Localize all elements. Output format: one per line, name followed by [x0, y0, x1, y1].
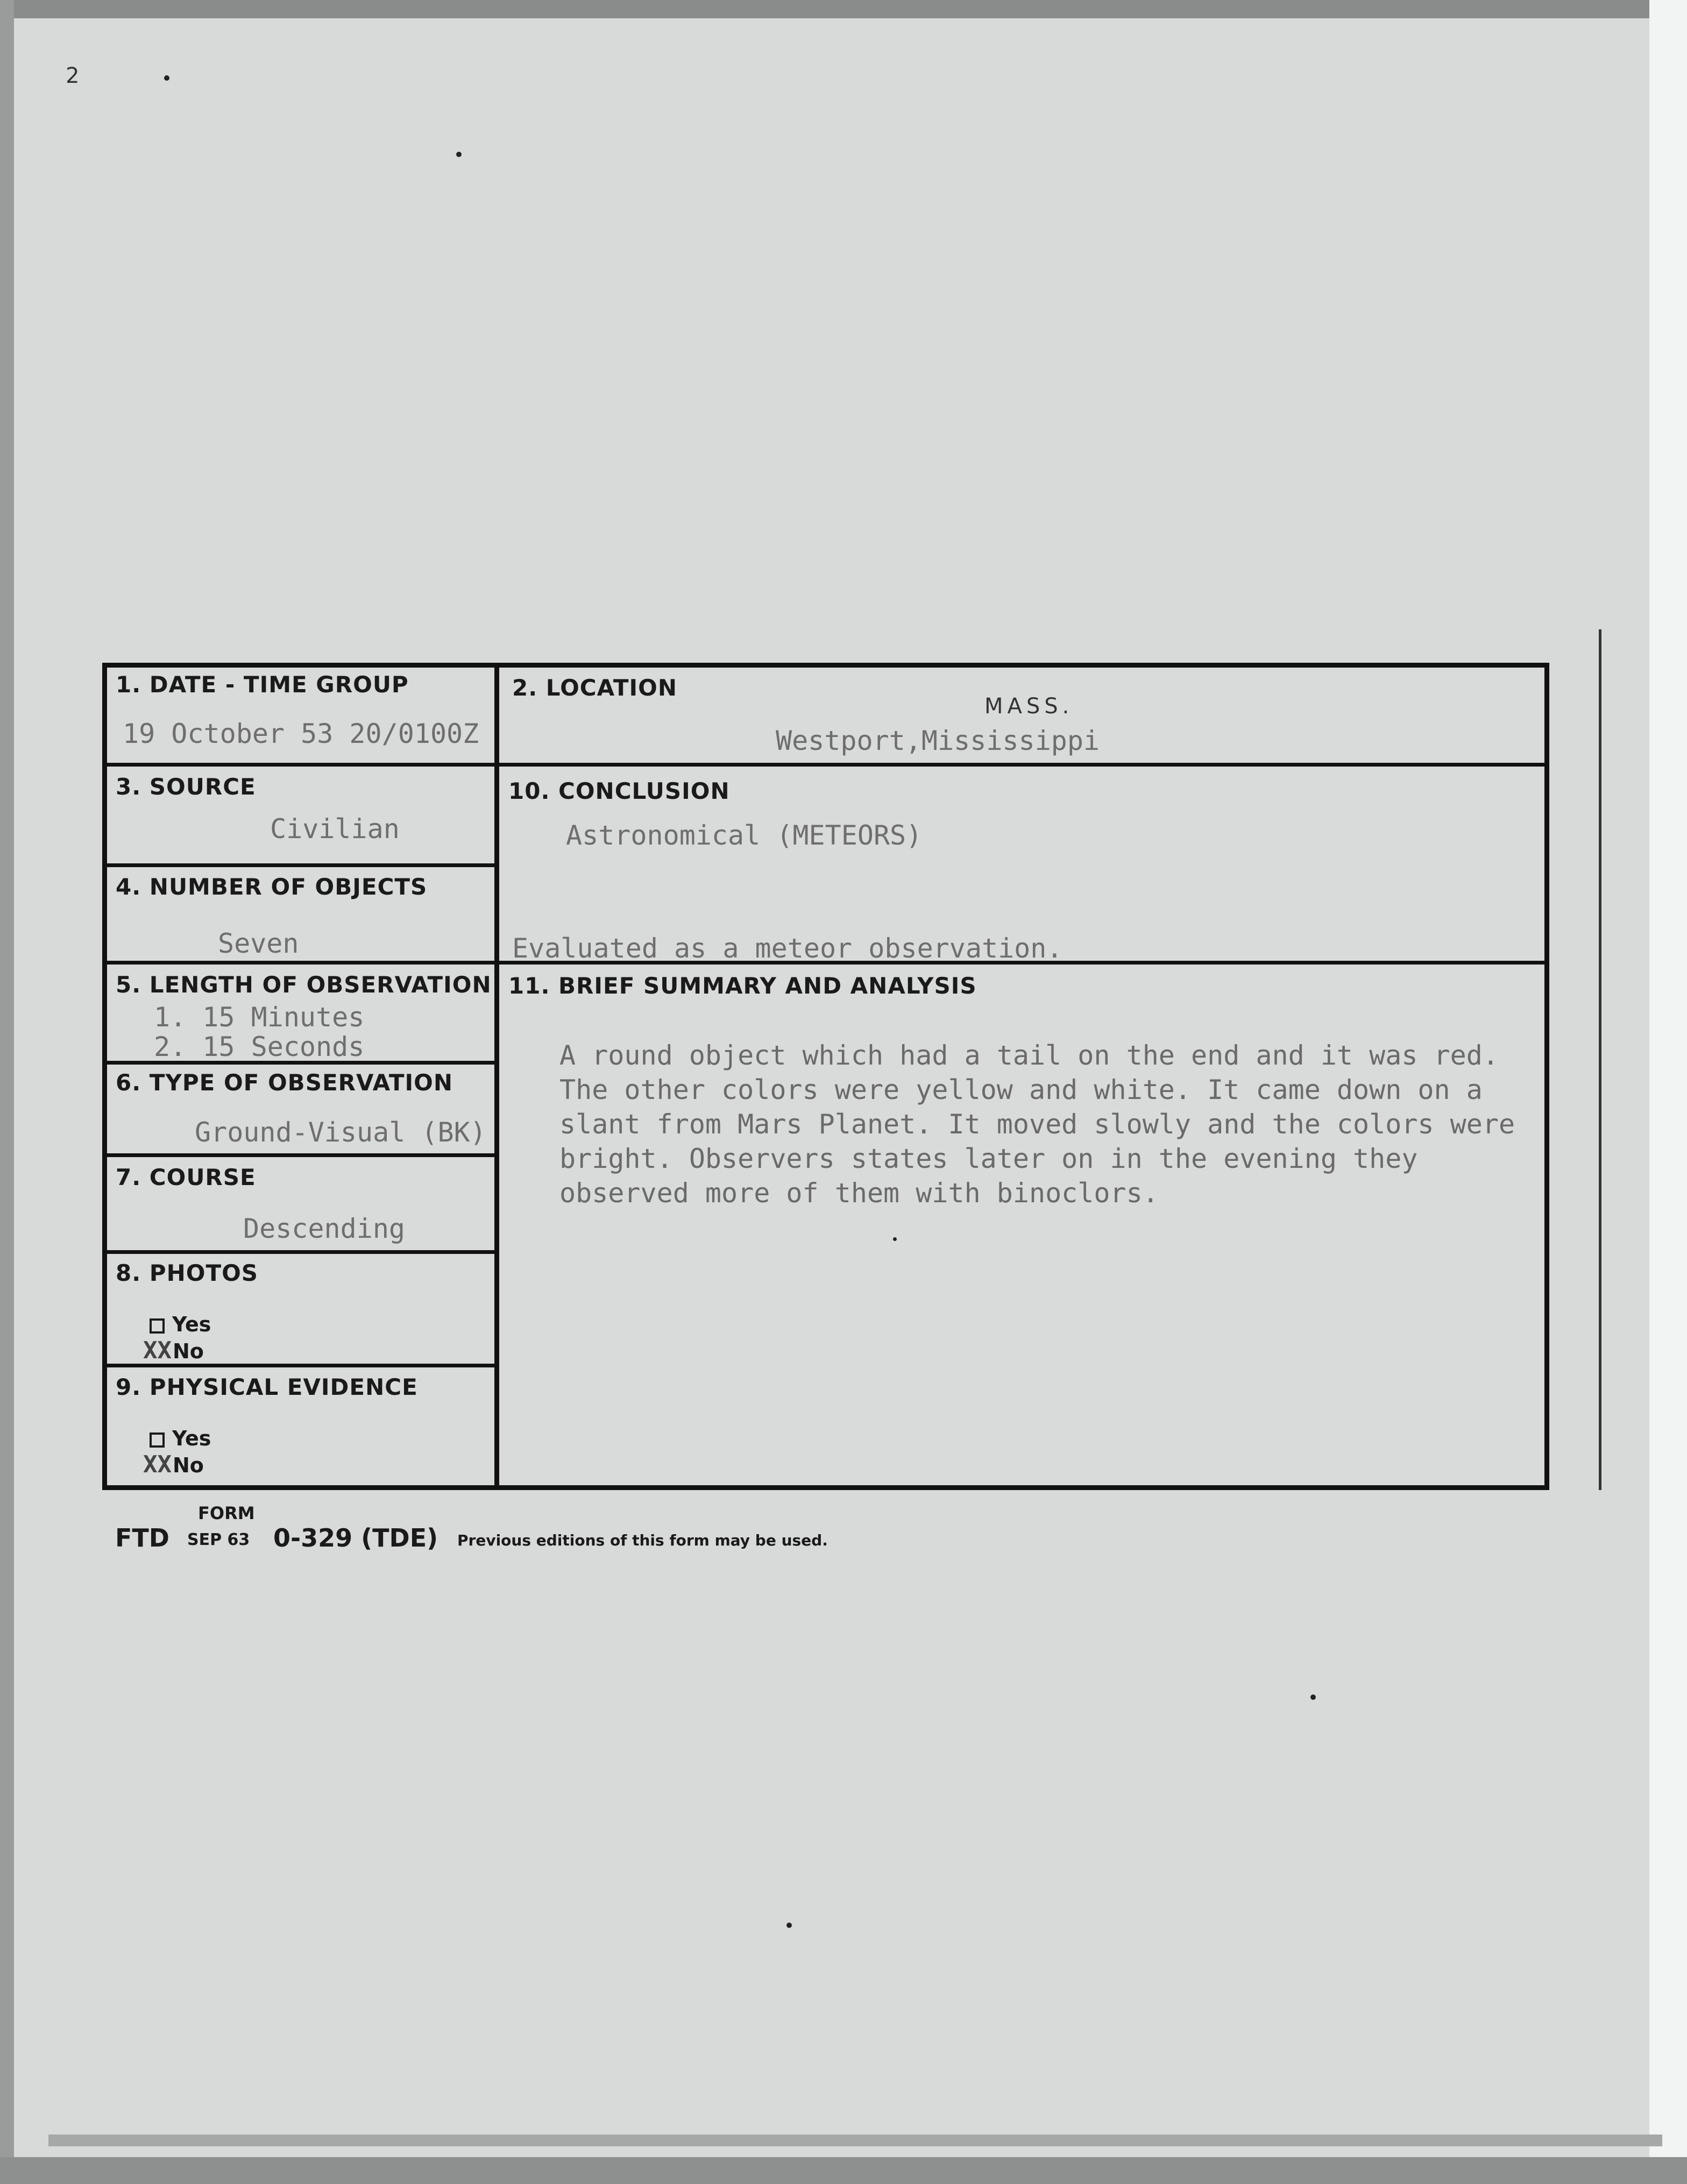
type-of-observation-value: Ground-Visual (BK)	[195, 1117, 486, 1148]
photos-no-label: No	[172, 1339, 204, 1363]
conclusion-value: Astronomical (METEORS)	[566, 820, 923, 851]
number-of-objects-label: 4. NUMBER OF OBJECTS	[116, 874, 428, 900]
scan-speck	[456, 152, 462, 157]
scan-speck	[1310, 1694, 1316, 1700]
physical-evidence-no-option	[143, 1451, 204, 1478]
summary-line: observed more of them with binoclors.	[559, 1178, 1159, 1209]
physical-evidence-label: 9. PHYSICAL EVIDENCE	[116, 1374, 418, 1400]
scan-speck	[164, 75, 169, 81]
physical-evidence-no-label: No	[172, 1453, 204, 1477]
row-divider-8	[107, 1364, 494, 1367]
footer-ftd: FTD	[115, 1523, 169, 1552]
physical-evidence-yes-label: Yes	[172, 1427, 211, 1450]
footer-form-word: FORM	[198, 1503, 255, 1523]
footer-note: Previous editions of this form may be used.	[457, 1531, 828, 1549]
brief-summary-text	[559, 1038, 1544, 1210]
footer-form-number: 0-329 (TDE)	[273, 1523, 438, 1552]
photos-yes-label: Yes	[172, 1313, 211, 1336]
scan-border-bottom	[0, 2157, 1687, 2184]
summary-line: A round object which had a tail on the end and it was red.	[559, 1040, 1499, 1071]
number-of-objects-value: Seven	[218, 928, 299, 959]
location-annotation: MASS.	[984, 694, 1074, 719]
summary-line: bright. Observers states later on in the evening they	[559, 1143, 1418, 1174]
scan-speck	[786, 1923, 792, 1928]
summary-line: slant from Mars Planet. It moved slowly and the colors were	[559, 1109, 1515, 1140]
scan-border-right	[1649, 0, 1687, 2184]
corner-mark: 2	[66, 63, 84, 88]
summary-line: The other colors were yellow and white. It came down on a	[559, 1074, 1483, 1105]
physical-evidence-yes-option	[150, 1427, 211, 1450]
conclusion-note: Evaluated as a meteor observation.	[512, 933, 1063, 964]
scan-strip-bottom	[48, 2135, 1662, 2146]
physical-evidence-no-checkbox-marked: XX	[143, 1451, 172, 1478]
photos-yes-option	[150, 1313, 211, 1336]
photos-label: 8. PHOTOS	[116, 1260, 259, 1286]
photos-no-option	[143, 1337, 204, 1364]
scan-border-left	[0, 0, 14, 2184]
row-divider-7	[107, 1250, 494, 1254]
photos-yes-checkbox	[150, 1318, 165, 1334]
location-label: 2. LOCATION	[512, 675, 677, 701]
scan-border-top	[0, 0, 1687, 18]
photos-no-checkbox-marked: XX	[143, 1337, 172, 1364]
length-of-observation-line-2: 2. 15 Seconds	[154, 1031, 365, 1062]
date-time-group-label: 1. DATE - TIME GROUP	[116, 671, 409, 698]
row-divider-6	[107, 1153, 494, 1157]
location-value: Westport,Mississippi	[776, 725, 1100, 756]
course-label: 7. COURSE	[116, 1164, 256, 1190]
brief-summary-label: 11. BRIEF SUMMARY AND ANALYSIS	[508, 973, 977, 999]
length-of-observation-label: 5. LENGTH OF OBSERVATION	[116, 972, 492, 998]
course-value: Descending	[243, 1213, 406, 1244]
row-divider-1	[107, 763, 1544, 767]
margin-line	[1599, 629, 1601, 1490]
source-label: 3. SOURCE	[116, 774, 256, 800]
column-divider	[494, 663, 499, 1490]
type-of-observation-label: 6. TYPE OF OBSERVATION	[116, 1069, 453, 1096]
row-divider-3	[107, 863, 494, 867]
scan-speck	[893, 1237, 897, 1241]
conclusion-label: 10. CONCLUSION	[508, 778, 730, 804]
source-value: Civilian	[270, 813, 400, 845]
length-of-observation-line-1: 1. 15 Minutes	[154, 1002, 365, 1033]
date-time-group-value: 19 October 53 20/0100Z	[123, 718, 479, 749]
physical-evidence-yes-checkbox	[150, 1433, 165, 1448]
footer-date: SEP 63	[187, 1530, 250, 1549]
